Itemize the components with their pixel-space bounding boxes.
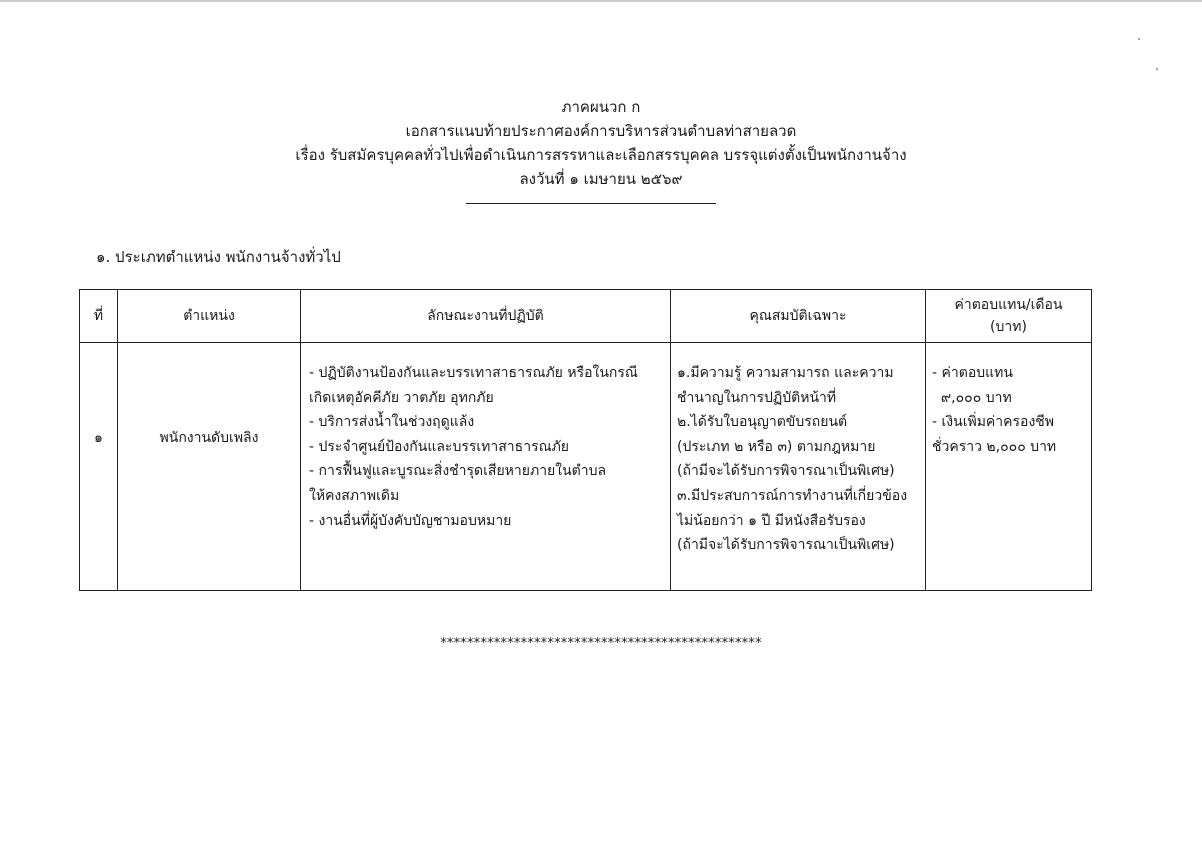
pay-line: - ค่าตอบแทน [932,365,1013,381]
document-header [0,95,1202,191]
subject-line: เรื่อง รับสมัครบุคคลทั่วไปเพื่อดำเนินการสรรหาและเลือกสรรบุคคล บรรจุแต่งตั้งเป็นพนักงานจ้าง [295,146,907,164]
row-qualifications [671,343,926,591]
qualification-line: (ประเภท ๒ หรือ ๓) ตามกฎหมาย [677,438,876,455]
row-pay [926,343,1092,591]
section-title: ๑. ประเภทตำแหน่ง พนักงานจ้างทั่วไป [96,248,341,266]
header-pay-line2: (บาท) [990,319,1027,335]
qualification-line: ๒.ได้รับใบอนุญาตขับรถยนต์ [677,414,848,431]
qualification-line: ไม่น้อยกว่า ๑ ปี มีหนังสือรับรอง [677,512,866,529]
footer-separator-stars: ************************************************ [440,636,762,651]
header-duties: ลักษณะงานที่ปฏิบัติ [301,290,671,343]
header-underline [466,203,716,204]
header-position: ตำแหน่ง [118,290,301,343]
row-duties [301,343,671,591]
table-row [80,343,1092,591]
duty-line: ให้คงสภาพเดิม [309,487,400,504]
date-line: ลงวันที่ ๑ เมษายน ๒๕๖๙ [519,170,683,188]
duty-line: - การฟื้นฟูและบูรณะสิ่งชำรุดเสียหายภายในตำบล [309,463,607,480]
qualification-line: ๓.มีประสบการณ์การทำงานที่เกี่ยวข้อง [677,487,908,504]
row-position: พนักงานดับเพลิง [118,343,301,591]
qualification-line: ๑.มีความรู้ ความสามารถ และความ [677,365,894,381]
table-header-row [80,290,1092,343]
qualification-line: (ถ้ามีจะได้รับการพิจารณาเป็นพิเศษ) [677,537,895,554]
pay-line: ชั่วคราว ๒,๐๐๐ บาท [932,438,1057,455]
header-pay [926,290,1092,343]
header-no: ที่ [80,290,118,343]
duty-line: - งานอื่นที่ผู้บังคับบัญชามอบหมาย [309,512,512,529]
qualification-line: ชำนาญในการปฏิบัติหน้าที่ [677,389,837,406]
row-no: ๑ [80,343,118,591]
scan-top-edge [0,0,1202,2]
pay-line: - เงินเพิ่มค่าครองชีพ [932,414,1055,431]
duty-line: - ปฏิบัติงานป้องกันและบรรเทาสาธารณภัย หรือในกรณี [309,365,638,381]
qualification-line: (ถ้ามีจะได้รับการพิจารณาเป็นพิเศษ) [677,463,895,480]
positions-table [79,289,1092,591]
scan-speck [1156,68,1158,70]
header-pay-line1: ค่าตอบแทน/เดือน [954,297,1063,313]
appendix-title: ภาคผนวก ก [561,98,641,116]
duty-line: เกิดเหตุอัคคีภัย วาตภัย อุทกภัย [309,389,494,406]
duty-line: - ประจำศูนย์ป้องกันและบรรเทาสาธารณภัย [309,438,570,455]
attachment-line: เอกสารแนบท้ายประกาศองค์การบริหารส่วนตำบลท่าสายลวด [405,122,797,140]
header-qualifications: คุณสมบัติเฉพาะ [671,290,926,343]
scan-speck [1138,38,1140,40]
pay-line: ๙,๐๐๐ บาท [932,389,1012,406]
duty-line: - บริการส่งน้ำในช่วงฤดูแล้ง [309,414,475,431]
